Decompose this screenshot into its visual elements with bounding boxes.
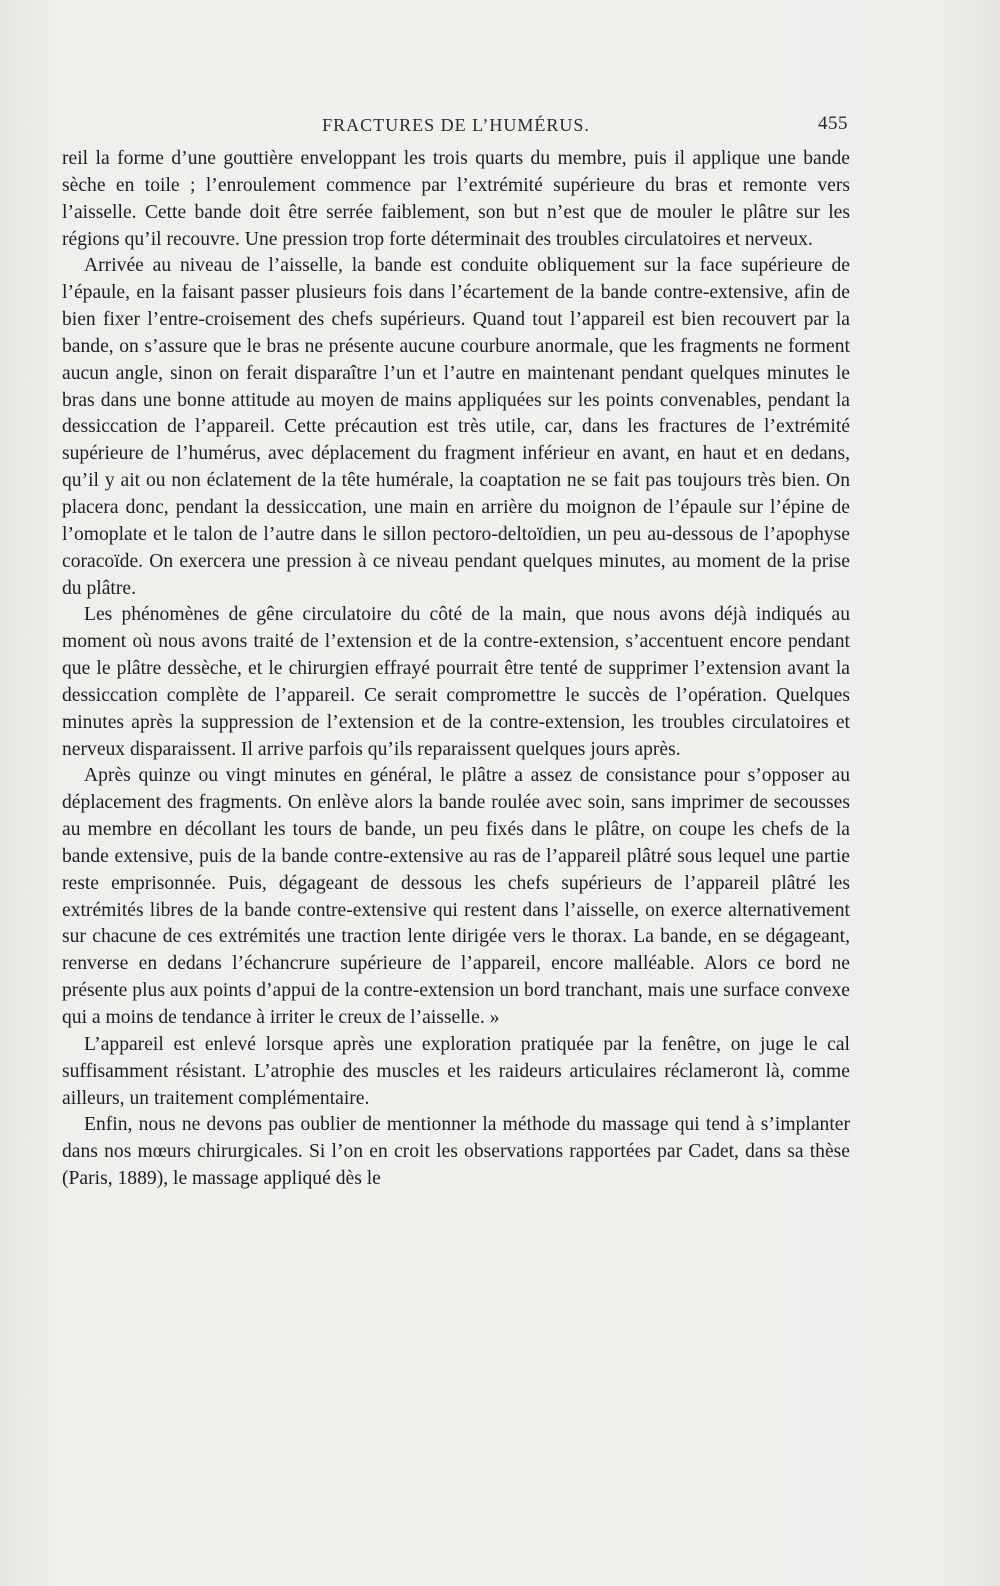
running-title: FRACTURES DE L’HUMÉRUS. bbox=[322, 115, 590, 135]
paragraph: L’appareil est enlevé lorsque après une exploration pratiquée par la fenêtre, on juge le cal suffisamment résistant. L’atrophie des muscles et les raideurs articulaires réclameront là, comme ailleurs, un traitement complémentaire. bbox=[62, 1033, 850, 1109]
paragraph: Après quinze ou vingt minutes en général, le plâtre a assez de consistance pour s’opposer au déplacement des fragments. On enlève alors la bande roulée avec soin, sans imprimer de secousses au membre en décollant les tours de bande, un peu fixés dans le plâtre, on coupe les chefs de la bande extensive, puis de la bande contre-extensive au ras de l’appareil plâtré sous lequel une partie reste emprisonnée. Puis, dégageant de dessous les chefs supérieurs de l’appareil plâtré les extrémités libres de la bande contre-extensive qui restent dans l’aisselle, on exerce alternativement sur chacune de ces extrémités une traction lente dirigée vers le thorax. La bande, en se dégageant, renverse en dedans l’échancrure supérieure de l’appareil, encore malléable. Alors ce bord ne présente plus aux points d’appui de la contre-extension un bord tranchant, mais une surface convexe qui a moins de tendance à irriter le creux de l’aisselle. » bbox=[62, 765, 850, 1028]
paragraph: Les phénomènes de gêne circulatoire du côté de la main, que nous avons déjà indiqués au moment où nous avons traité de l’extension et de la contre-extension, s’accentuent encore pendant que le plâtre dessèche, et le chirurgien effrayé pourrait être tenté de supprimer l’extension avant la dessiccation complète de l’appareil. Ce serait compromettre le succès de l’opération. Quelques minutes après la suppression de l’extension et de la contre-extension, les troubles circulatoires et nerveux disparaissent. Il arrive parfois qu’ils reparaissent quelques jours après. bbox=[62, 604, 850, 760]
paragraph-continuation: reil la forme d’une gouttière enveloppant les trois quarts du membre, puis il applique une bande sèche en toile ; l’enroulement commence par l’extrémité supérieure du bras et remonte vers l’aisselle. Cette bande doit être serrée faiblement, son but n’est que de mouler le plâtre sur les régions qu’il recouvre. Une pression trop forte déterminait des troubles circulatoires et nerveux. bbox=[62, 148, 850, 250]
body-text bbox=[62, 146, 850, 1193]
running-head bbox=[62, 113, 850, 139]
page-number: 455 bbox=[818, 113, 848, 134]
paragraph: Enfin, nous ne devons pas oublier de mentionner la méthode du massage qui tend à s’implanter dans nos mœurs chirurgicales. Si l’on en croit les observations rapportées par Cadet, dans sa thèse (Paris, 1889), le massage appliqué dès le bbox=[62, 1114, 850, 1190]
paragraph: Arrivée au niveau de l’aisselle, la bande est conduite obliquement sur la face supérieure de l’épaule, en la faisant passer plusieurs fois dans l’écartement de la bande contre-extensive, afin de bien fixer l’entre-croisement des chefs supérieurs. Quand tout l’appareil est bien recouvert par la bande, on s’assure que le bras ne présente aucune courbure anormale, que les fragments ne forment aucun angle, sinon on ferait disparaître l’un et l’autre en maintenant pendant quelques minutes le bras dans une bonne attitude au moyen de mains appliquées sur les points convenables, pendant la dessiccation de l’appareil. Cette précaution est très utile, car, dans les fractures de l’extrémité supérieure de l’humérus, avec déplacement du fragment inférieur en avant, en haut et en dedans, qu’il y ait ou non éclatement de la tête humérale, la coaptation ne se fait pas toujours très bien. On placera donc, pendant la dessiccation, une main en arrière du moignon de l’épaule sur l’épine de l’omoplate et le talon de l’autre dans le sillon pectoro-deltoïdien, un peu au-dessous de l’apophyse coracoïde. On exercera une pression à ce niveau pendant quelques minutes, au moment de la prise du plâtre. bbox=[62, 255, 850, 599]
